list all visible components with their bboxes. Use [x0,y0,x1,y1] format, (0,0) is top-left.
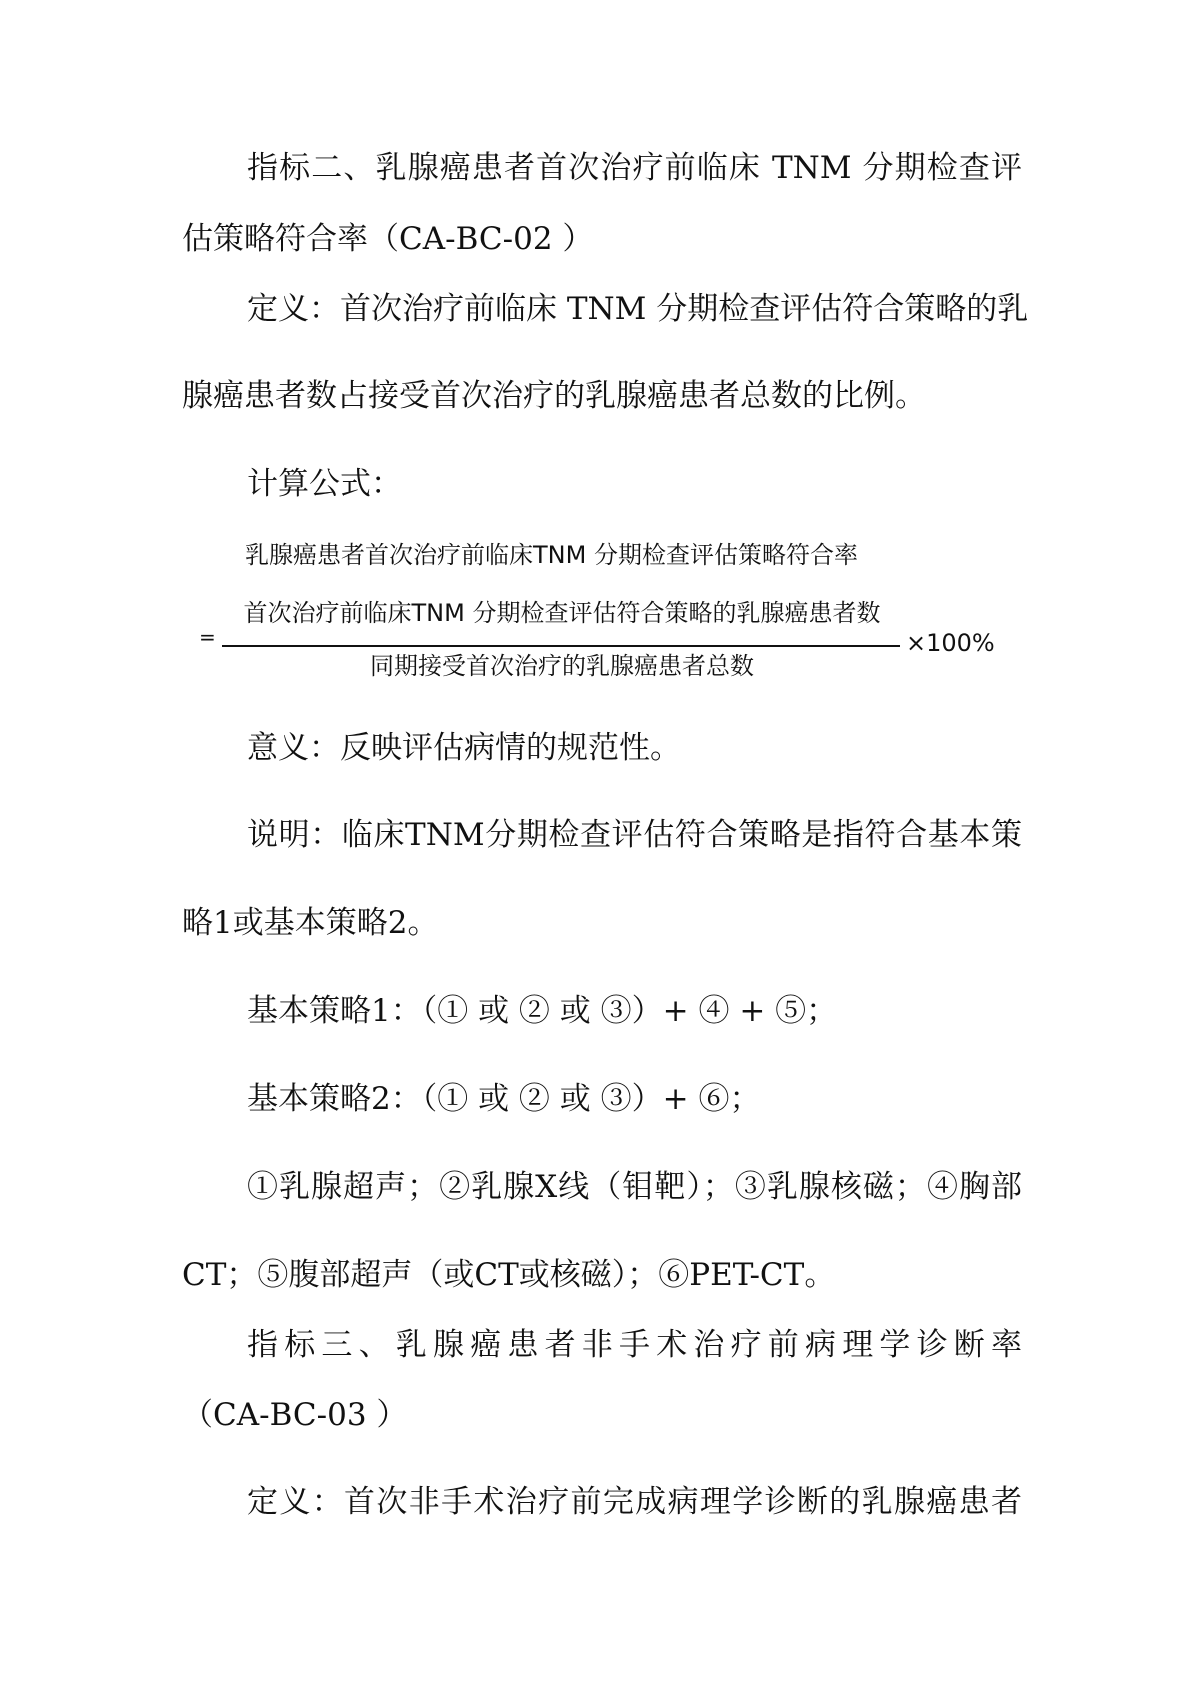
formula-lhs: 乳腺癌患者首次治疗前临床TNM 分期检查评估策略符合率 [245,541,858,569]
indicator-2-title-line1: 指标二、乳腺癌患者首次治疗前临床 TNM 分期检查评 [247,150,1022,186]
definition-3-line1: 定义：首次非手术治疗前完成病理学诊断的乳腺癌患者 [247,1484,1022,1520]
note-2-line1: 说明：临床TNM分期检查评估符合策略是指符合基本策 [247,817,1022,853]
definition-2-line1: 定义：首次治疗前临床 TNM 分期检查评估符合策略的乳 [247,291,1029,327]
formula-multiplier: ×100% [906,629,995,657]
indicator-3-title-line2: （CA-BC-03 ） [182,1397,408,1433]
check-items-line2: CT；⑤腹部超声（或CT或核磁）；⑥PET-CT。 [182,1257,836,1293]
fraction-bar [222,645,900,647]
formula-equals: = [199,625,216,649]
definition-2-line2: 腺癌患者数占接受首次治疗的乳腺癌患者总数的比例。 [182,378,926,414]
note-2-line2: 略1或基本策略2。 [182,905,439,941]
formula-numerator: 首次治疗前临床TNM 分期检查评估符合策略的乳腺癌患者数 [243,599,881,627]
indicator-3-title-line1: 指标三、乳腺癌患者非手术治疗前病理学诊断率 [247,1327,1022,1363]
formula-label: 计算公式： [247,466,402,502]
meaning-2: 意义：反映评估病情的规范性。 [247,730,681,766]
basic-strategy-1: 基本策略1：（① 或 ② 或 ③）+ ④ + ⑤； [247,993,838,1029]
indicator-2-title-line2: 估策略符合率（CA-BC-02 ） [182,221,594,257]
formula-denominator: 同期接受首次治疗的乳腺癌患者总数 [370,652,754,680]
check-items-line1: ①乳腺超声；②乳腺X线（钼靶）；③乳腺核磁；④胸部 [247,1169,1022,1205]
basic-strategy-2: 基本策略2：（① 或 ② 或 ③）+ ⑥； [247,1081,761,1117]
